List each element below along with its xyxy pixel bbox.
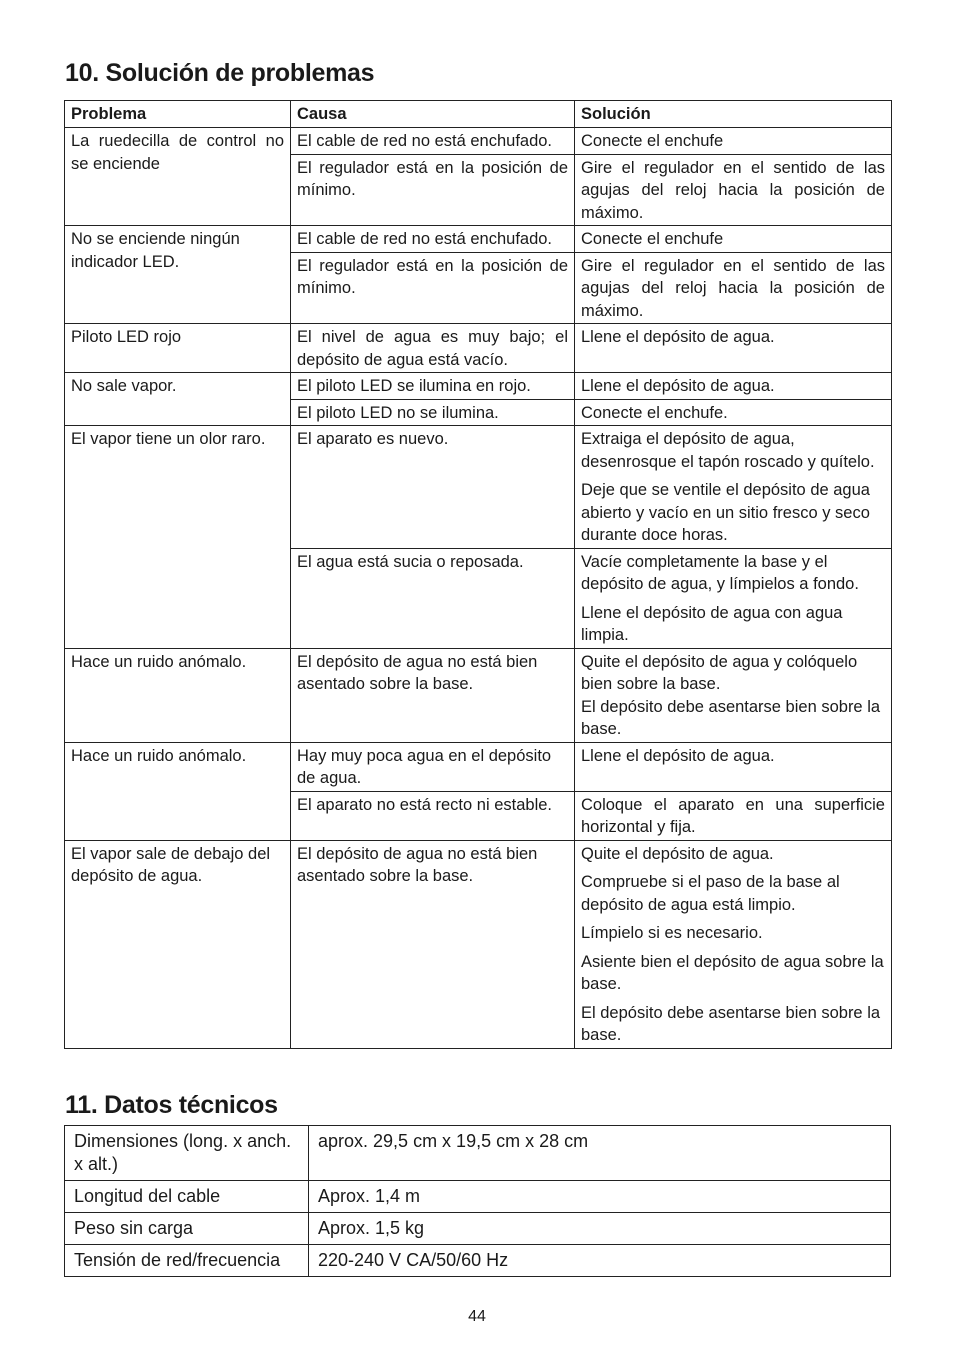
solution-cell bbox=[575, 426, 892, 549]
problem-cell: El vapor tiene un olor raro. bbox=[65, 426, 291, 649]
solution-text: Conecte el enchufe. bbox=[581, 403, 728, 422]
solution-cell bbox=[575, 791, 892, 840]
section-10-title: 10. Solución de problemas bbox=[65, 59, 375, 87]
solution-text: Conecte el enchufe bbox=[581, 132, 724, 150]
solution-text: Coloque el aparato en una superficie horizontal y fija. bbox=[581, 795, 885, 836]
problem-cell: No sale vapor. bbox=[65, 373, 291, 426]
table-row bbox=[65, 840, 892, 1048]
solution-text: Llene el depósito de agua con agua limpia. bbox=[581, 603, 843, 644]
solution-cell bbox=[575, 252, 892, 324]
table-row bbox=[65, 128, 892, 155]
solution-text: Deje que se ventile el depósito de agua abierto y vacío en un sitio fresco y seco durante doce horas. bbox=[581, 481, 870, 544]
spec-label: Longitud del cable bbox=[65, 1181, 309, 1213]
problem-cell: No se enciende ningún indicador LED. bbox=[65, 226, 291, 324]
problem-cell: Hace un ruido anómalo. bbox=[65, 648, 291, 742]
spec-label: Peso sin carga bbox=[65, 1213, 309, 1245]
table-row bbox=[65, 226, 892, 253]
cause-cell: El piloto LED no se ilumina. bbox=[291, 399, 575, 426]
problem-cell: El vapor sale de debajo del depósito de agua. bbox=[65, 840, 291, 1048]
table-row bbox=[65, 373, 892, 400]
solution-cell bbox=[575, 399, 892, 426]
cause-cell: El regulador está en la posición de mínimo. bbox=[291, 154, 575, 226]
solution-text: Gire el regulador en el sentido de las agujas del reloj hacia la posición de máximo. bbox=[581, 158, 885, 222]
cause-cell: El depósito de agua no está bien asentado sobre la base. bbox=[291, 648, 575, 742]
solution-text: El depósito debe asentarse bien sobre la base. bbox=[581, 1003, 881, 1044]
header-solution: Solución bbox=[575, 101, 892, 128]
solution-text: Quite el depósito de agua y colóquelo bien sobre la base. bbox=[581, 652, 858, 693]
solution-cell bbox=[575, 548, 892, 648]
solution-text: Asiente bien el depósito de agua sobre la base. bbox=[581, 952, 884, 993]
table-row bbox=[65, 742, 892, 791]
cause-cell: El cable de red no está enchufado. bbox=[291, 128, 575, 155]
solution-text: El depósito debe asentarse bien sobre la base. bbox=[581, 697, 881, 738]
section-11-title: 11. Datos técnicos bbox=[65, 1091, 278, 1119]
solution-cell bbox=[575, 226, 892, 253]
spec-label: Dimensiones (long. x anch. x alt.) bbox=[65, 1126, 309, 1181]
solution-text: Extraiga el depósito de agua, desenrosque el tapón roscado y quítelo. bbox=[581, 430, 875, 471]
solution-text: Llene el depósito de agua. bbox=[581, 328, 775, 346]
problem-cell: La ruedecilla de control no se enciende bbox=[65, 128, 291, 226]
cause-cell: El aparato es nuevo. bbox=[291, 426, 575, 549]
spec-label: Tensión de red/frecuencia bbox=[65, 1245, 309, 1277]
solution-cell bbox=[575, 373, 892, 400]
table-row bbox=[65, 648, 892, 742]
solution-text: Conecte el enchufe bbox=[581, 230, 724, 248]
table-header-row bbox=[65, 101, 892, 128]
table-row bbox=[65, 1126, 891, 1181]
solution-text: Gire el regulador en el sentido de las agujas del reloj hacia la posición de máximo. bbox=[581, 256, 885, 320]
solution-cell bbox=[575, 742, 892, 791]
technical-data-table bbox=[64, 1125, 891, 1277]
solution-cell bbox=[575, 324, 892, 373]
cause-cell: El agua está sucia o reposada. bbox=[291, 548, 575, 648]
solution-cell bbox=[575, 648, 892, 742]
solution-text: Quite el depósito de agua. bbox=[581, 844, 774, 863]
solution-text: Llene el depósito de agua. bbox=[581, 377, 775, 395]
table-row bbox=[65, 426, 892, 549]
solution-cell bbox=[575, 154, 892, 226]
solution-text: Límpielo si es necesario. bbox=[581, 924, 763, 942]
spec-value: Aprox. 1,4 m bbox=[309, 1181, 891, 1213]
table-row bbox=[65, 324, 892, 373]
spec-value: aprox. 29,5 cm x 19,5 cm x 28 cm bbox=[309, 1126, 891, 1181]
solution-cell bbox=[575, 128, 892, 155]
solution-text: Llene el depósito de agua. bbox=[581, 746, 775, 765]
page-number: 44 bbox=[468, 1308, 486, 1325]
troubleshooting-table bbox=[64, 100, 892, 1049]
table-row bbox=[65, 1213, 891, 1245]
cause-cell: El piloto LED se ilumina en rojo. bbox=[291, 373, 575, 400]
cause-cell: El aparato no está recto ni estable. bbox=[291, 791, 575, 840]
cause-cell: El depósito de agua no está bien asentado sobre la base. bbox=[291, 840, 575, 1048]
cause-cell: El cable de red no está enchufado. bbox=[291, 226, 575, 253]
solution-text: Compruebe si el paso de la base al depósito de agua está limpio. bbox=[581, 873, 840, 914]
solution-text: Vacíe completamente la base y el depósito de agua, y límpielos a fondo. bbox=[581, 552, 859, 593]
cause-cell: Hay muy poca agua en el depósito de agua. bbox=[291, 742, 575, 791]
spec-value: Aprox. 1,5 kg bbox=[309, 1213, 891, 1245]
problem-cell: Piloto LED rojo bbox=[65, 324, 291, 373]
cause-cell: El regulador está en la posición de mínimo. bbox=[291, 252, 575, 324]
header-problem: Problema bbox=[65, 101, 291, 128]
table-row bbox=[65, 1245, 891, 1277]
cause-cell: El nivel de agua es muy bajo; el depósito de agua está vacío. bbox=[291, 324, 575, 373]
problem-cell: Hace un ruido anómalo. bbox=[65, 742, 291, 840]
spec-value: 220-240 V CA/50/60 Hz bbox=[309, 1245, 891, 1277]
header-cause: Causa bbox=[291, 101, 575, 128]
solution-cell bbox=[575, 840, 892, 1048]
table-row bbox=[65, 1181, 891, 1213]
